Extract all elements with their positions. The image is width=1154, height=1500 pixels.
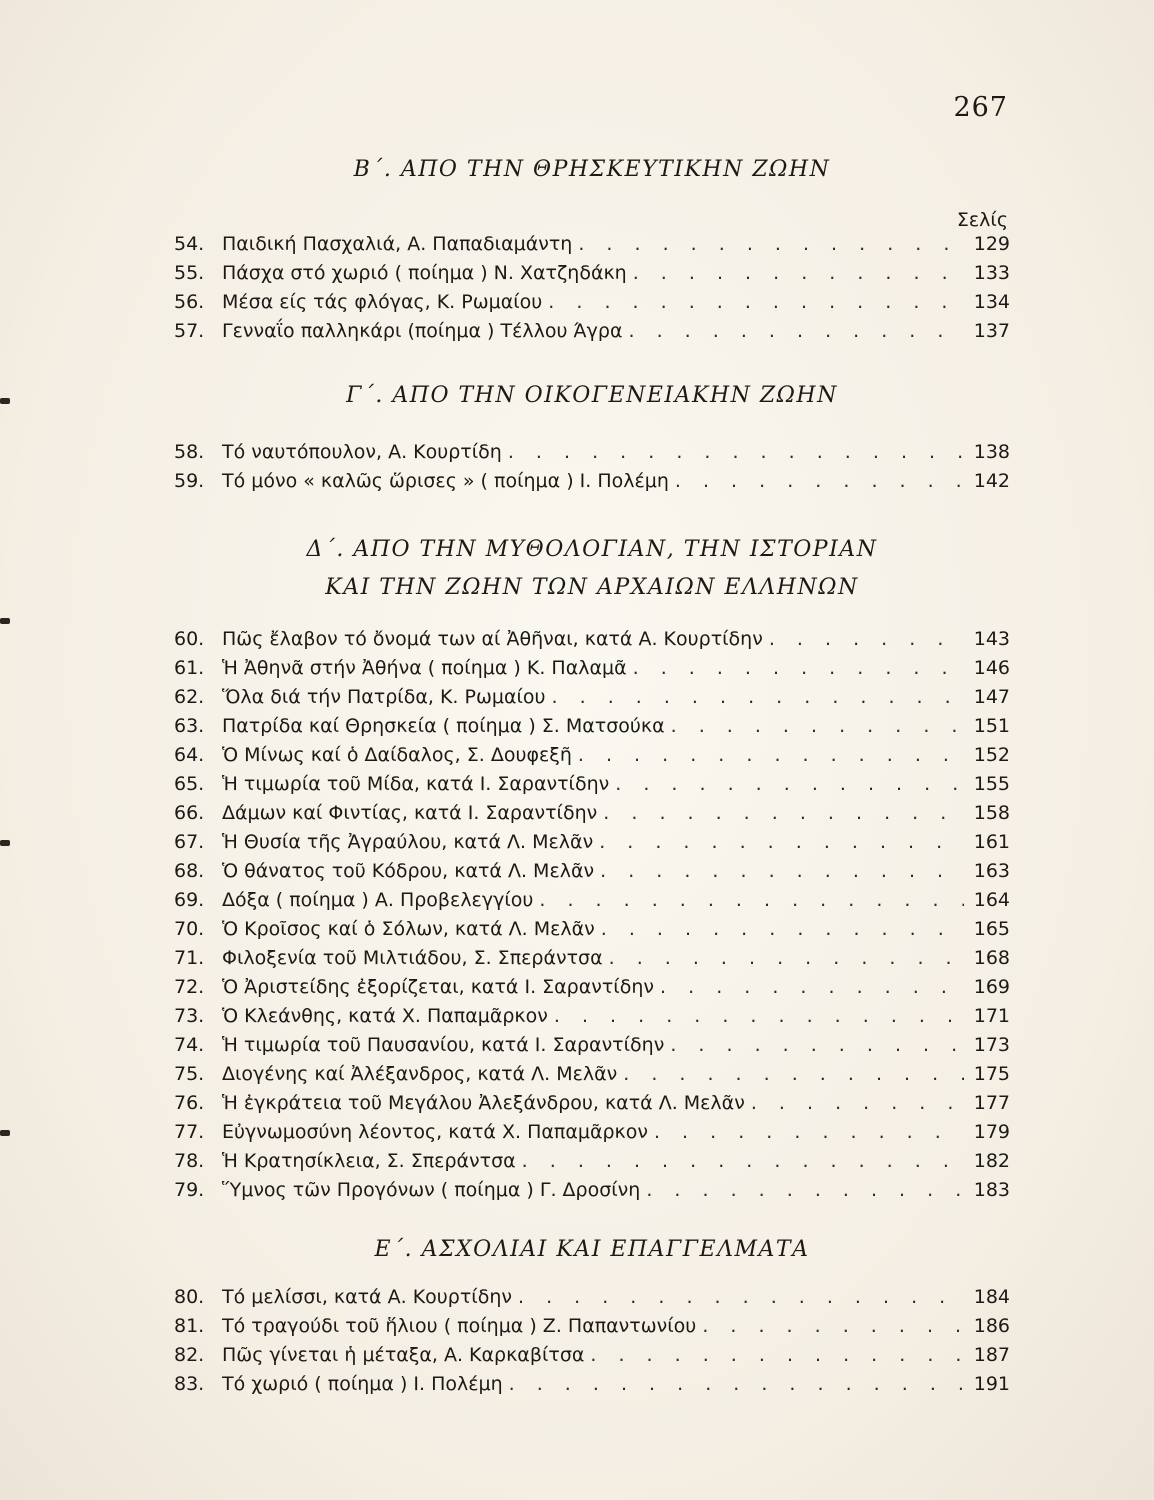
toc-entry: 59. Τό μόνο « καλῶς ὥρισες » ( ποίημα ) Ι. Πολέμη . . . 142 bbox=[174, 467, 1010, 496]
section-b-entries bbox=[174, 230, 1010, 346]
binding-hole-mark bbox=[0, 1130, 10, 1136]
toc-entry: 81. Τό τραγούδι τοῦ ἥλιου ( ποίημα ) Ζ. Παπαντωνίου . . . 186 bbox=[174, 1312, 1010, 1341]
section-d-entries bbox=[174, 625, 1010, 1205]
toc-entry: 72. Ὁ Ἀριστείδης ἐξορίζεται, κατά Ι. Σαραντίδην . . . 169 bbox=[174, 973, 1010, 1002]
section-heading-b: Β΄. ΑΠΟ ΤΗΝ ΘΡΗΣΚΕΥΤΙΚΗΝ ΖΩΗΝ bbox=[353, 157, 831, 182]
toc-entry: 71. Φιλοξενία τοῦ Μιλτιάδου, Σ. Σπεράντσα . . . 168 bbox=[174, 944, 1010, 973]
toc-entry: 80. Τό μελίσσι, κατά Α. Κουρτίδην . . . 184 bbox=[174, 1283, 1010, 1312]
toc-entry: 61. Ἡ Ἀθηνᾶ στήν Ἀθήνα ( ποίημα ) Κ. Παλαμᾶ . . . 146 bbox=[174, 654, 1010, 683]
toc-entry: 55. Πάσχα στό χωριό ( ποίημα ) Ν. Χατζηδάκη . . . 133 bbox=[174, 259, 1010, 288]
binding-hole-mark bbox=[0, 398, 10, 404]
toc-entry: 64. Ὁ Μίνως καί ὁ Δαίδαλος, Σ. Δουφεξῆ . . . 152 bbox=[174, 741, 1010, 770]
toc-entry: 77. Εὐγνωμοσύνη λέοντος, κατά Χ. Παπαμᾶρκον . . . 179 bbox=[174, 1118, 1010, 1147]
toc-entry: 68. Ὁ θάνατος τοῦ Κόδρου, κατά Λ. Μελᾶν . . . 163 bbox=[174, 857, 1010, 886]
toc-entry: 56. Μέσα είς τάς φλόγας, Κ. Ρωμαίου . . . 134 bbox=[174, 288, 1010, 317]
toc-entry: 63. Πατρίδα καί Θρησκεία ( ποίημα ) Σ. Ματσούκα . . . 151 bbox=[174, 712, 1010, 741]
section-heading-e: Ε΄. ΑΣΧΟΛΙΑΙ ΚΑΙ ΕΠΑΓΓΕΛΜΑΤΑ bbox=[374, 1237, 810, 1262]
page-number: 267 bbox=[953, 92, 1008, 123]
section-g-entries bbox=[174, 438, 1010, 496]
toc-entry: 76. Ἡ ἐγκράτεια τοῦ Μεγάλου Ἀλεξάνδρου, κατά Λ. Μελᾶν . . . 177 bbox=[174, 1089, 1010, 1118]
toc-entry: 79. Ὕμνος τῶν Προγόνων ( ποίημα ) Γ. Δροσίνη . . . 183 bbox=[174, 1176, 1010, 1205]
section-e-entries bbox=[174, 1283, 1010, 1399]
toc-entry: 82. Πῶς γίνεται ἡ μέταξα, Α. Καρκαβίτσα . . . 187 bbox=[174, 1341, 1010, 1370]
toc-entry: 58. Τό ναυτόπουλον, Α. Κουρτίδη . . . 138 bbox=[174, 438, 1010, 467]
toc-entry: 78. Ἡ Κρατησίκλεια, Σ. Σπεράντσα . . . 182 bbox=[174, 1147, 1010, 1176]
toc-entry: 54. Παιδική Πασχαλιά, Α. Παπαδιαμάντη . . . 129 bbox=[174, 230, 1010, 259]
toc-entry: 74. Ἡ τιμωρία τοῦ Παυσανίου, κατά Ι. Σαραντίδην . . . 173 bbox=[174, 1031, 1010, 1060]
page-column-header: Σελίς bbox=[956, 209, 1008, 231]
binding-hole-mark bbox=[0, 618, 10, 624]
toc-entry: 57. Γενναΐο παλληκάρι (ποίημα ) Τέλλου Άγρα . . . 137 bbox=[174, 317, 1010, 346]
toc-entry: 70. Ὁ Κροῖσος καί ὁ Σόλων, κατά Λ. Μελᾶν . . . 165 bbox=[174, 915, 1010, 944]
binding-hole-mark bbox=[0, 840, 10, 846]
toc-entry: 83. Τό χωριό ( ποίημα ) Ι. Πολέμη . . . 191 bbox=[174, 1370, 1010, 1399]
toc-entry: 67. Ἡ Θυσία τῆς Ἀγραύλου, κατά Λ. Μελᾶν . . . 161 bbox=[174, 828, 1010, 857]
toc-entry: 62. Ὅλα διά τήν Πατρίδα, Κ. Ρωμαίου . . . 147 bbox=[174, 683, 1010, 712]
section-heading-g: Γ΄. ΑΠΟ ΤΗΝ ΟΙΚΟΓΕΝΕΙΑΚΗΝ ΖΩΗΝ bbox=[346, 383, 838, 408]
toc-entry: 69. Δόξα ( ποίημα ) Α. Προβελεγγίου . . . 164 bbox=[174, 886, 1010, 915]
section-heading-d: Δ΄. ΑΠΟ ΤΗΝ ΜΥΘΟΛΟΓΙΑΝ, ΤΗΝ ΙΣΤΟΡΙΑΝ bbox=[306, 537, 878, 562]
toc-entry: 65. Ἡ τιμωρία τοῦ Μίδα, κατά Ι. Σαραντίδην . . . 155 bbox=[174, 770, 1010, 799]
toc-entry: 60. Πῶς ἔλαβον τό ὄνομά των αί Ἀθῆναι, κατά Α. Κουρτίδην . . . 143 bbox=[174, 625, 1010, 654]
toc-entry: 66. Δάμων καί Φιντίας, κατά Ι. Σαραντίδην . . . 158 bbox=[174, 799, 1010, 828]
toc-entry: 75. Διογένης καί Ἀλέξανδρος, κατά Λ. Μελᾶν . . . 175 bbox=[174, 1060, 1010, 1089]
section-heading-d-line2: ΚΑΙ ΤΗΝ ΖΩΗΝ ΤΩΝ ΑΡΧΑΙΩΝ ΕΛΛΗΝΩΝ bbox=[325, 575, 859, 600]
toc-entry: 73. Ὁ Κλεάνθης, κατά Χ. Παπαμᾶρκον . . . 171 bbox=[174, 1002, 1010, 1031]
